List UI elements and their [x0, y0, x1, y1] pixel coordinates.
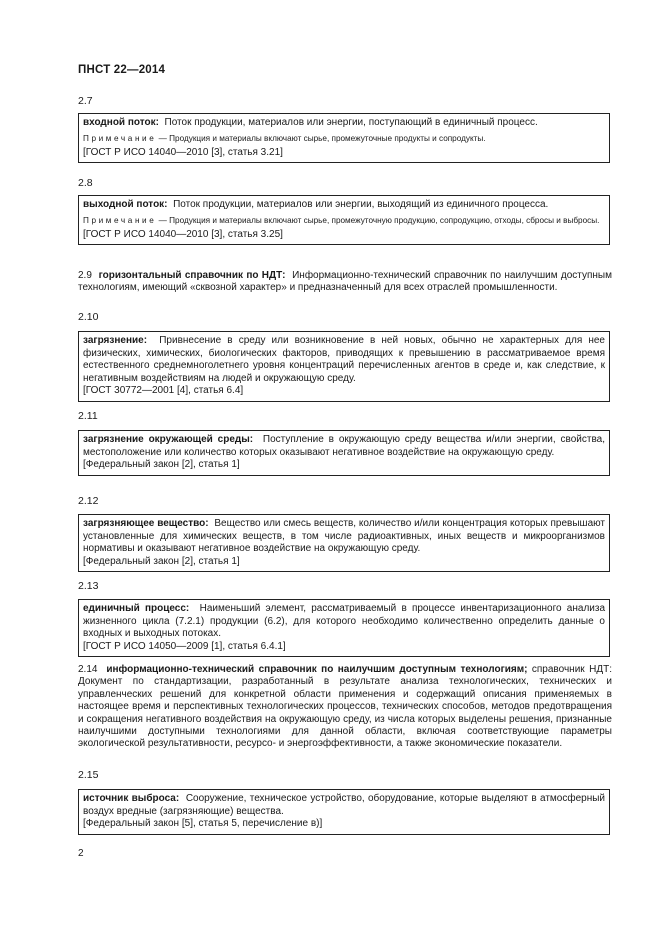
- definition-text: Поток продукции, материалов или энергии, поступающий в единичный процесс.: [164, 117, 538, 128]
- note-text: — Продукция и материалы включают сырье, промежуточные продукты и сопродукты.: [158, 133, 486, 143]
- section-number: 2.11: [78, 410, 98, 422]
- definition: [83, 199, 605, 212]
- term: входной поток:: [83, 117, 159, 128]
- definition: [83, 793, 605, 818]
- page-number: 2: [78, 848, 84, 859]
- note-label: Примечание: [83, 133, 157, 143]
- section-number: 2.7: [78, 95, 93, 107]
- definition-text: Поток продукции, материалов или энергии, выходящий из единичного процесса.: [173, 199, 549, 210]
- term-box-environmental-pollution: [78, 430, 610, 476]
- term: загрязняющее вещество:: [83, 518, 209, 529]
- section-number: 2.12: [78, 495, 99, 507]
- definition: [83, 603, 605, 641]
- term-box-emission-source: [78, 789, 610, 835]
- definition: [83, 117, 605, 130]
- document-header: ПНСТ 22—2014: [78, 64, 166, 76]
- section-number: 2.15: [78, 769, 99, 781]
- section-number: 2.8: [78, 177, 93, 189]
- term: выходной поток:: [83, 199, 168, 210]
- definition-text: Наименьший элемент, рассматриваемый в процессе инвентаризационного анализа жизненного цикла (7.2.1) продукции (6.2), для которого необходимо количественно определить данные о входных и выходных потоках.: [83, 603, 606, 639]
- term-box-output-flow: [78, 195, 610, 245]
- note: [83, 215, 605, 226]
- definition-text: Поступление в окружающую среду вещества и/или энергии, свойства, местоположение или количество которых оказывают негативное воздействие на окружающую среду.: [83, 434, 605, 458]
- paragraph-2-9: [78, 270, 612, 295]
- term: источник выброса:: [83, 793, 180, 804]
- section-number: 2.10: [78, 311, 99, 323]
- note: [83, 133, 605, 144]
- definition-text: Вещество или смесь веществ, количество и/или концентрация которых превышают установленные для химических веществ, в том числе радиоактивных, иных веществ и микроорганизмов нормативы и оказывают негативное воздействие на окружающую среду.: [83, 518, 605, 554]
- source-reference: [ГОСТ Р ИСО 14040—2010 [3], статья 3.21]: [83, 146, 283, 158]
- section-number: 2.9: [78, 270, 92, 281]
- definition-text: Сооружение, техническое устройство, оборудование, которые выделяют в атмосферный воздух вредные (загрязняющие) вещества.: [83, 793, 605, 817]
- definition: [83, 518, 605, 556]
- term: горизонтальный справочник по НДТ:: [98, 270, 286, 281]
- term-box-unit-process: [78, 599, 610, 657]
- source-reference: [Федеральный закон [2], статья 1]: [83, 459, 240, 470]
- paragraph-2-14: [78, 664, 612, 751]
- note-text: — Продукция и материалы включают сырье, промежуточную продукцию, сопродукцию, отходы, сбросы и выбросы.: [158, 215, 600, 225]
- term-box-pollutant: [78, 514, 610, 572]
- section-number: 2.14: [78, 664, 98, 675]
- definition-text: Информационно-технический справочник по наилучшим доступным технологиям, имеющий «сквозной характер» и предназначенный для всех отраслей промышленности.: [78, 270, 612, 294]
- term-box-pollution: [78, 331, 610, 402]
- source-reference: [Федеральный закон [2], статья 1]: [83, 555, 240, 567]
- source-reference: [Федеральный закон [5], статья 5, перечисление в)]: [83, 818, 323, 829]
- note-label: Примечание: [83, 215, 157, 225]
- definition-text: справочник НДТ: Документ по стандартизации, разработанный в результате анализа технологических, технических и управленческих решений для конкретной области применения и содержащий описания применяемых в настоящее время и перспективных технологических процессов, технических способов, методов предотвращения и сокращения негативного воздействия на окружающую среду, из числа которых выделены решения, признанные наилучшими доступными технологиями для данной области, включая соответствующие параметры экологической результативности, ресурсо- и энергоэффективности, а также экономические показатели.: [78, 664, 612, 750]
- term: загрязнение окружающей среды:: [83, 434, 254, 445]
- term: информационно-технический справочник по наилучшим доступным технологиям;: [106, 664, 528, 675]
- section-number: 2.13: [78, 580, 99, 592]
- term-box-input-flow: [78, 113, 610, 163]
- source-reference: [ГОСТ Р ИСО 14050—2009 [1], статья 6.4.1]: [83, 640, 286, 652]
- definition-text: Привнесение в среду или возникновение в ней новых, обычно не характерных для нее физических, химических, биологических факторов, приводящих к превышению в рассматриваемое время естественного среднемноголетнего уровня концентраций перечисленных агентов в среде и, как следствие, к негативным воздействиям на людей и окружающую среду.: [83, 335, 605, 384]
- definition: [83, 434, 605, 459]
- source-reference: [ГОСТ 30772—2001 [4], статья 6.4]: [83, 385, 244, 396]
- source-reference: [ГОСТ Р ИСО 14040—2010 [3], статья 3.25]: [83, 228, 283, 240]
- definition: [83, 335, 605, 385]
- term: загрязнение:: [83, 335, 148, 346]
- term: единичный процесс:: [83, 603, 190, 614]
